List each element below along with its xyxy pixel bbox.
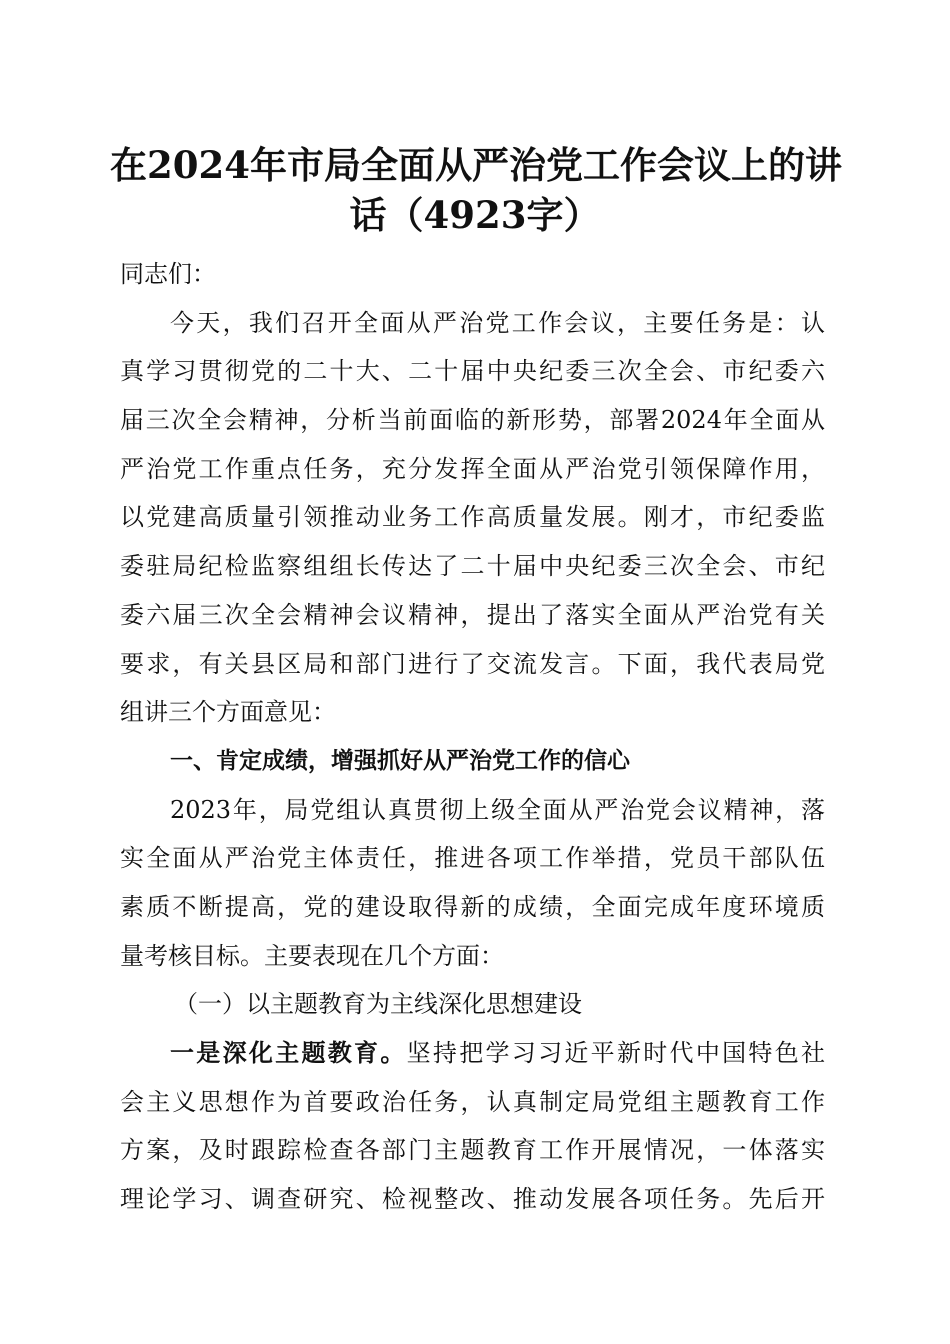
title-line-2: 话（4923字） [349, 193, 601, 237]
section-line: 2023年，局党组认真贯彻上级全面从严治党会议精神，落 [170, 795, 825, 824]
intro-line: 要求，有关县区局和部门进行了交流发言。下面，我代表局党 [120, 649, 825, 678]
point-line: 理论学习、调查研究、检视整改、推动发展各项任务。先后开 [120, 1185, 825, 1214]
intro-line: 以党建高质量引领推动业务工作高质量发展。刚才，市纪委监 [120, 503, 825, 532]
subsection-heading: （一）以主题教育为主线深化思想建设 [174, 990, 582, 1019]
point-line: 会主义思想作为首要政治任务，认真制定局党组主题教育工作 [120, 1087, 825, 1116]
salutation: 同志们： [120, 260, 216, 288]
point-lead: 一是深化主题教育。 [170, 1038, 407, 1067]
section-heading: 一、肯定成绩，增强抓好从严治党工作的信心 [170, 747, 630, 774]
intro-line: 严治党工作重点任务，充分发挥全面从严治党引领保障作用， [120, 454, 825, 483]
point-first-rest: 坚持把学习习近平新时代中国特色社 [406, 1039, 825, 1067]
point-first-line [120, 1029, 825, 1078]
intro-line: 今天，我们召开全面从严治党工作会议，主要任务是：认 [170, 308, 825, 337]
intro-line: 届三次全会精神，分析当前面临的新形势，部署2024年全面从 [120, 406, 825, 435]
intro-line: 委驻局纪检监察组组长传达了二十届中央纪委三次全会、市纪 [120, 552, 825, 581]
intro-line: 组讲三个方面意见： [120, 698, 336, 727]
section-line: 素质不断提高，党的建设取得新的成绩，全面完成年度环境质 [120, 892, 825, 921]
intro-line: 委六届三次全会精神会议精神，提出了落实全面从严治党有关 [120, 600, 825, 629]
document-title [110, 140, 840, 240]
intro-line: 真学习贯彻党的二十大、二十届中央纪委三次全会、市纪委六 [120, 357, 825, 386]
point-line: 方案，及时跟踪检查各部门主题教育工作开展情况，一体落实 [120, 1136, 825, 1165]
section-line: 量考核目标。主要表现在几个方面： [120, 941, 504, 970]
document-body [120, 250, 825, 1224]
title-line-1: 在2024年市局全面从严治党工作会议上的讲 [110, 143, 842, 187]
section-line: 实全面从严治党主体责任，推进各项工作举措，党员干部队伍 [120, 844, 825, 873]
